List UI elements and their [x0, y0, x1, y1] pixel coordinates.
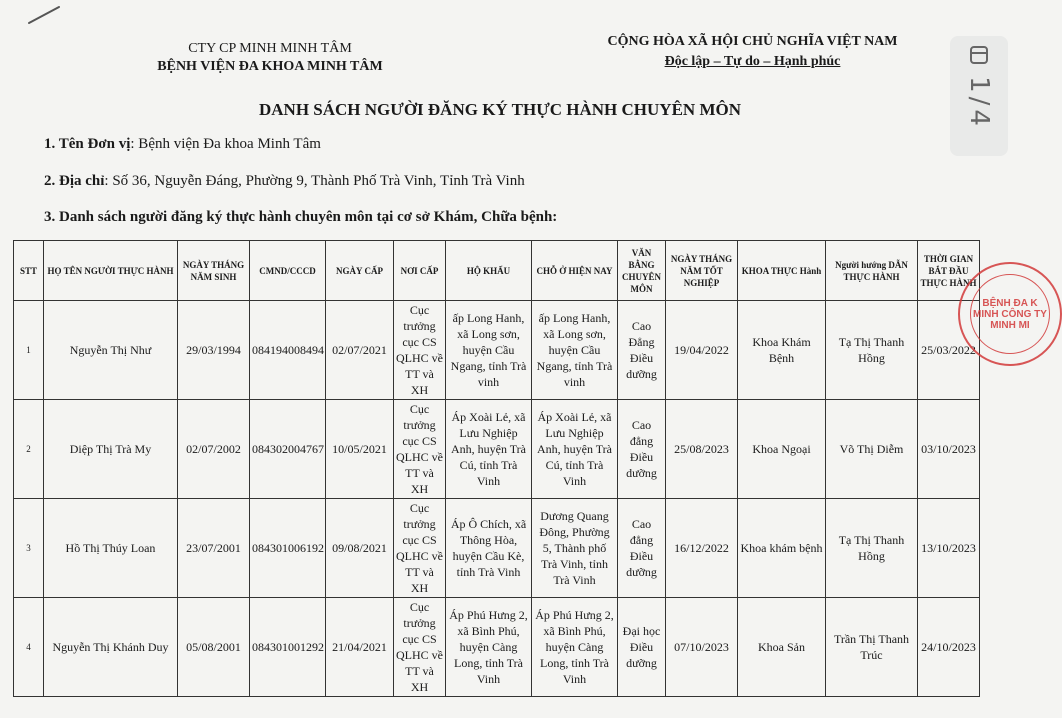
table-cell: 21/04/2021	[326, 598, 394, 697]
red-seal	[958, 262, 1062, 366]
address-value: : Số 36, Nguyễn Đáng, Phường 9, Thành Phố Trà Vinh, Tỉnh Trà Vinh	[104, 173, 525, 189]
list-heading: 3. Danh sách người đăng ký thực hành chuyên môn tại cơ sở Khám, Chữa bệnh:	[44, 209, 558, 225]
header-cell: NGÀY THÁNG NĂM TỐT NGHIỆP	[666, 241, 738, 301]
table-cell: 10/05/2021	[326, 400, 394, 499]
address-info	[44, 173, 525, 190]
header-cell: CMND/CCCD	[250, 241, 326, 301]
table-cell: Nguyễn Thị Khánh Duy	[44, 598, 178, 697]
header-cell: NƠI CẤP	[394, 241, 446, 301]
table-cell: 03/10/2023	[918, 400, 980, 499]
page-number: 1/4	[964, 76, 994, 130]
header-cell: HỌ TÊN NGƯỜI THỰC HÀNH	[44, 241, 178, 301]
table-cell: 24/10/2023	[918, 598, 980, 697]
unit-info	[44, 136, 321, 153]
table-cell: Trần Thị Thanh Trúc	[826, 598, 918, 697]
address-label: 2. Địa chỉ	[44, 173, 105, 189]
table-header-row	[14, 241, 980, 301]
table-cell: Khoa Sản	[738, 598, 826, 697]
table-cell: Dương Quang Đông, Phường 5, Thành phố Trà Vinh, tỉnh Trà Vinh	[532, 499, 618, 598]
registration-table	[13, 240, 980, 697]
header-cell: VĂN BẰNG CHUYÊN MÔN	[618, 241, 666, 301]
table-cell: 29/03/1994	[178, 301, 250, 400]
table-cell: 07/10/2023	[666, 598, 738, 697]
table-cell: Cao đẳng Điều dưỡng	[618, 499, 666, 598]
table-cell: 084301006192	[250, 499, 326, 598]
table-cell: 084194008494	[250, 301, 326, 400]
table-row	[14, 400, 980, 499]
header-cell: NGÀY THÁNG NĂM SINH	[178, 241, 250, 301]
header-cell: Người hướng DẪN THỰC HÀNH	[826, 241, 918, 301]
table-cell: 02/07/2021	[326, 301, 394, 400]
seal-text: BỆNH ĐA K MINH CÔNG TY MINH MI	[970, 274, 1050, 354]
header-cell: NGÀY CẤP	[326, 241, 394, 301]
page-indicator[interactable]	[950, 36, 1008, 156]
table-cell: Võ Thị Diễm	[826, 400, 918, 499]
unit-label: 1. Tên Đơn vị	[44, 136, 131, 152]
header-cell: THỜI GIAN BẮT ĐẦU THỰC HÀNH	[918, 241, 980, 301]
table-cell: Áp Phú Hưng 2, xã Bình Phú, huyện Càng Long, tỉnh Trà Vinh	[532, 598, 618, 697]
table-cell: Đại học Điều dưỡng	[618, 598, 666, 697]
table-cell: Áp Ô Chích, xã Thông Hòa, huyện Cầu Kè, tỉnh Trà Vinh	[446, 499, 532, 598]
table-cell: Áp Xoài Lẻ, xã Lưu Nghiệp Anh, huyện Trà Cú, tỉnh Trà Vinh	[532, 400, 618, 499]
republic-name: CỘNG HÒA XÃ HỘI CHỦ NGHĨA VIỆT NAM	[607, 34, 898, 49]
table-cell: 16/12/2022	[666, 499, 738, 598]
table-cell: ấp Long Hanh, xã Long sơn, huyện Cầu Ngang, tỉnh Trà vinh	[532, 301, 618, 400]
motto: Độc lập – Tự do – Hạnh phúc	[664, 54, 841, 69]
document-icon	[968, 44, 990, 66]
table-cell: 05/08/2001	[178, 598, 250, 697]
table-row	[14, 301, 980, 400]
issuer-block	[130, 40, 410, 76]
table-row	[14, 499, 980, 598]
table-cell: 25/03/2022	[918, 301, 980, 400]
pen-mark	[28, 6, 61, 25]
table-cell: Khoa khám bệnh	[738, 499, 826, 598]
table-cell: ấp Long Hanh, xã Long sơn, huyện Cầu Ngang, tỉnh Trà vinh	[446, 301, 532, 400]
table-cell: Áp Xoài Lẻ, xã Lưu Nghiệp Anh, huyện Trà Cú, tỉnh Trà Vinh	[446, 400, 532, 499]
header-cell: STT	[14, 241, 44, 301]
table-cell: Khoa Khám Bệnh	[738, 301, 826, 400]
table-cell: Tạ Thị Thanh Hồng	[826, 301, 918, 400]
table-cell: Tạ Thị Thanh Hồng	[826, 499, 918, 598]
table-cell: Cao đẳng Điều dưỡng	[618, 400, 666, 499]
table-cell: 084302004767	[250, 400, 326, 499]
table-cell: Nguyễn Thị Như	[44, 301, 178, 400]
table-cell: Cao Đẳng Điều dưỡng	[618, 301, 666, 400]
table-cell: 13/10/2023	[918, 499, 980, 598]
national-header	[590, 32, 915, 72]
table-cell: Diệp Thị Trà My	[44, 400, 178, 499]
table-cell: Cục trưởng cục CS QLHC về TT và XH	[394, 301, 446, 400]
header-cell: KHOA THỰC Hành	[738, 241, 826, 301]
table-cell: Cục trưởng cục CS QLHC về TT và XH	[394, 499, 446, 598]
table-cell: 09/08/2021	[326, 499, 394, 598]
table-row	[14, 598, 980, 697]
company-name: CTY CP MINH MINH TÂM	[188, 41, 352, 56]
table-cell: Cục trưởng cục CS QLHC về TT và XH	[394, 598, 446, 697]
table-cell: 1	[14, 301, 44, 400]
document-title: DANH SÁCH NGƯỜI ĐĂNG KÝ THỰC HÀNH CHUYÊN MÔN	[259, 100, 741, 119]
table-cell: 2	[14, 400, 44, 499]
header-cell: CHỖ Ở HIỆN NAY	[532, 241, 618, 301]
table-cell: Áp Phú Hưng 2, xã Bình Phú, huyện Càng Long, tỉnh Trà Vinh	[446, 598, 532, 697]
table-cell: Hồ Thị Thúy Loan	[44, 499, 178, 598]
table-cell: 3	[14, 499, 44, 598]
table-cell: 19/04/2022	[666, 301, 738, 400]
unit-value: : Bệnh viện Đa khoa Minh Tâm	[130, 136, 321, 152]
table-cell: Cục trưởng cục CS QLHC về TT và XH	[394, 400, 446, 499]
header-cell: HỘ KHẨU	[446, 241, 532, 301]
table-cell: 23/07/2001	[178, 499, 250, 598]
table-cell: Khoa Ngoại	[738, 400, 826, 499]
table-cell: 4	[14, 598, 44, 697]
hospital-name: BỆNH VIỆN ĐA KHOA MINH TÂM	[157, 59, 383, 74]
table-cell: 25/08/2023	[666, 400, 738, 499]
table-cell: 084301001292	[250, 598, 326, 697]
table-cell: 02/07/2002	[178, 400, 250, 499]
